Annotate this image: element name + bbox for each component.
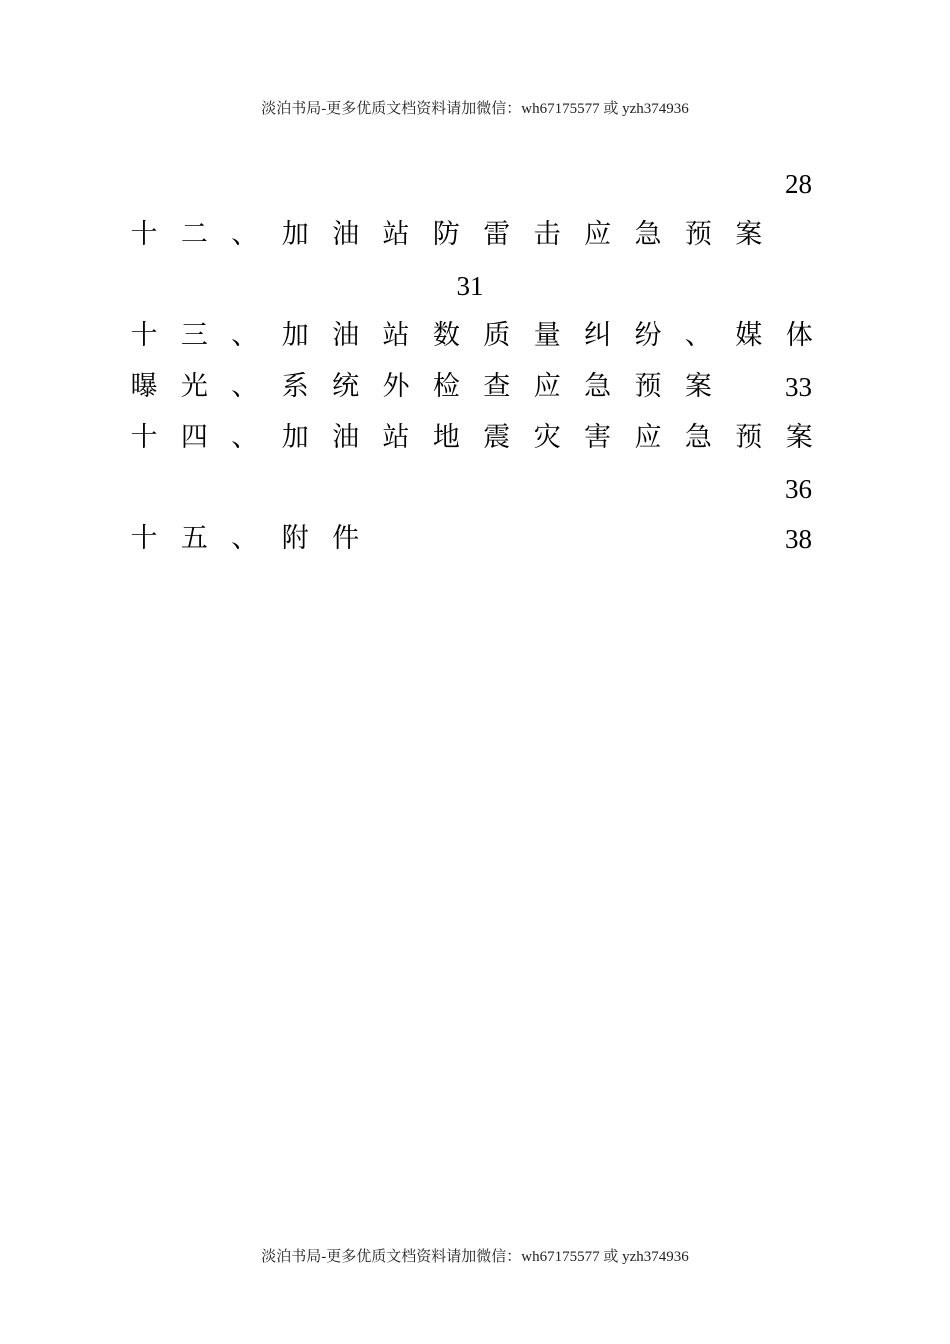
toc-title-char: 统	[332, 371, 360, 402]
toc-title-char: 急	[584, 371, 612, 402]
toc-title-char: 站	[382, 320, 410, 351]
table-of-contents	[128, 0, 812, 1344]
toc-title-char: 二	[180, 219, 208, 250]
toc-title-char: 地	[432, 422, 460, 453]
toc-entry-15	[128, 521, 812, 557]
toc-title-char: 十	[130, 422, 158, 453]
toc-title-char: 加	[281, 219, 309, 250]
toc-title-char: 油	[332, 320, 360, 351]
toc-line	[128, 471, 812, 507]
toc-page-number: 31	[456, 271, 484, 301]
toc-title-char: 击	[533, 219, 561, 250]
toc-title-char: 、	[231, 320, 259, 351]
toc-title-char: 外	[382, 371, 410, 402]
toc-title-char: 五	[180, 523, 208, 554]
toc-title-char: 、	[231, 219, 259, 250]
toc-title-char: 体	[785, 320, 813, 351]
toc-title-char: 站	[382, 422, 410, 453]
toc-title-char: 震	[483, 422, 511, 453]
toc-title-char: 案	[735, 219, 763, 250]
page-header: 淡泊书局-更多优质文档资料请加微信：wh67175577 或 yzh374936	[261, 101, 689, 117]
toc-title-char: 油	[332, 422, 360, 453]
toc-title-char: 数	[432, 320, 460, 351]
toc-title-char: 急	[634, 219, 662, 250]
toc-title-char: 案	[785, 422, 813, 453]
toc-title-char: 、	[684, 320, 712, 351]
toc-title-char: 站	[382, 219, 410, 250]
toc-title-char: 十	[130, 219, 158, 250]
toc-title-char: 应	[533, 371, 561, 402]
toc-title-char: 查	[483, 371, 511, 402]
toc-title-char: 雷	[483, 219, 511, 250]
toc-title-char: 十	[130, 523, 158, 554]
toc-title-char: 曝	[130, 371, 158, 402]
toc-line	[128, 166, 812, 202]
toc-title-char: 质	[483, 320, 511, 351]
toc-entry-12	[128, 217, 812, 253]
toc-title-char: 案	[684, 371, 712, 402]
toc-title-char: 纠	[584, 320, 612, 351]
toc-title-char: 害	[584, 422, 612, 453]
toc-page-number: 33	[785, 372, 812, 402]
toc-title-char: 防	[432, 219, 460, 250]
toc-title-char: 、	[231, 422, 259, 453]
toc-entry-14	[128, 420, 812, 456]
toc-title-char: 应	[634, 422, 662, 453]
toc-title-char: 系	[281, 371, 309, 402]
toc-entry-13-cont	[128, 369, 812, 405]
toc-title-char: 应	[584, 219, 612, 250]
toc-title-char: 件	[332, 523, 360, 554]
toc-page-number: 36	[785, 474, 812, 504]
toc-title-char: 三	[180, 320, 208, 351]
toc-title-char: 检	[432, 371, 460, 402]
toc-title-char: 纷	[634, 320, 662, 351]
page-footer: 淡泊书局-更多优质文档资料请加微信：wh67175577 或 yzh374936	[261, 1249, 689, 1265]
toc-title-char: 、	[231, 523, 259, 554]
toc-entry-13	[128, 318, 812, 354]
toc-page-number: 38	[785, 524, 812, 554]
toc-page-number: 28	[785, 169, 812, 199]
toc-title-char: 媒	[735, 320, 763, 351]
toc-title-char: 十	[130, 320, 158, 351]
toc-title-char: 油	[332, 219, 360, 250]
toc-title-char: 急	[684, 422, 712, 453]
toc-title-char: 预	[735, 422, 763, 453]
toc-title-char: 光	[180, 371, 208, 402]
toc-title-char: 加	[281, 320, 309, 351]
toc-title-char: 预	[684, 219, 712, 250]
toc-line	[128, 268, 812, 304]
toc-title-char: 灾	[533, 422, 561, 453]
toc-title-char: 附	[281, 523, 309, 554]
toc-title-char: 加	[281, 422, 309, 453]
toc-title-char: 、	[231, 371, 259, 402]
toc-title-char: 四	[180, 422, 208, 453]
toc-title-char: 量	[533, 320, 561, 351]
toc-title-char: 预	[634, 371, 662, 402]
